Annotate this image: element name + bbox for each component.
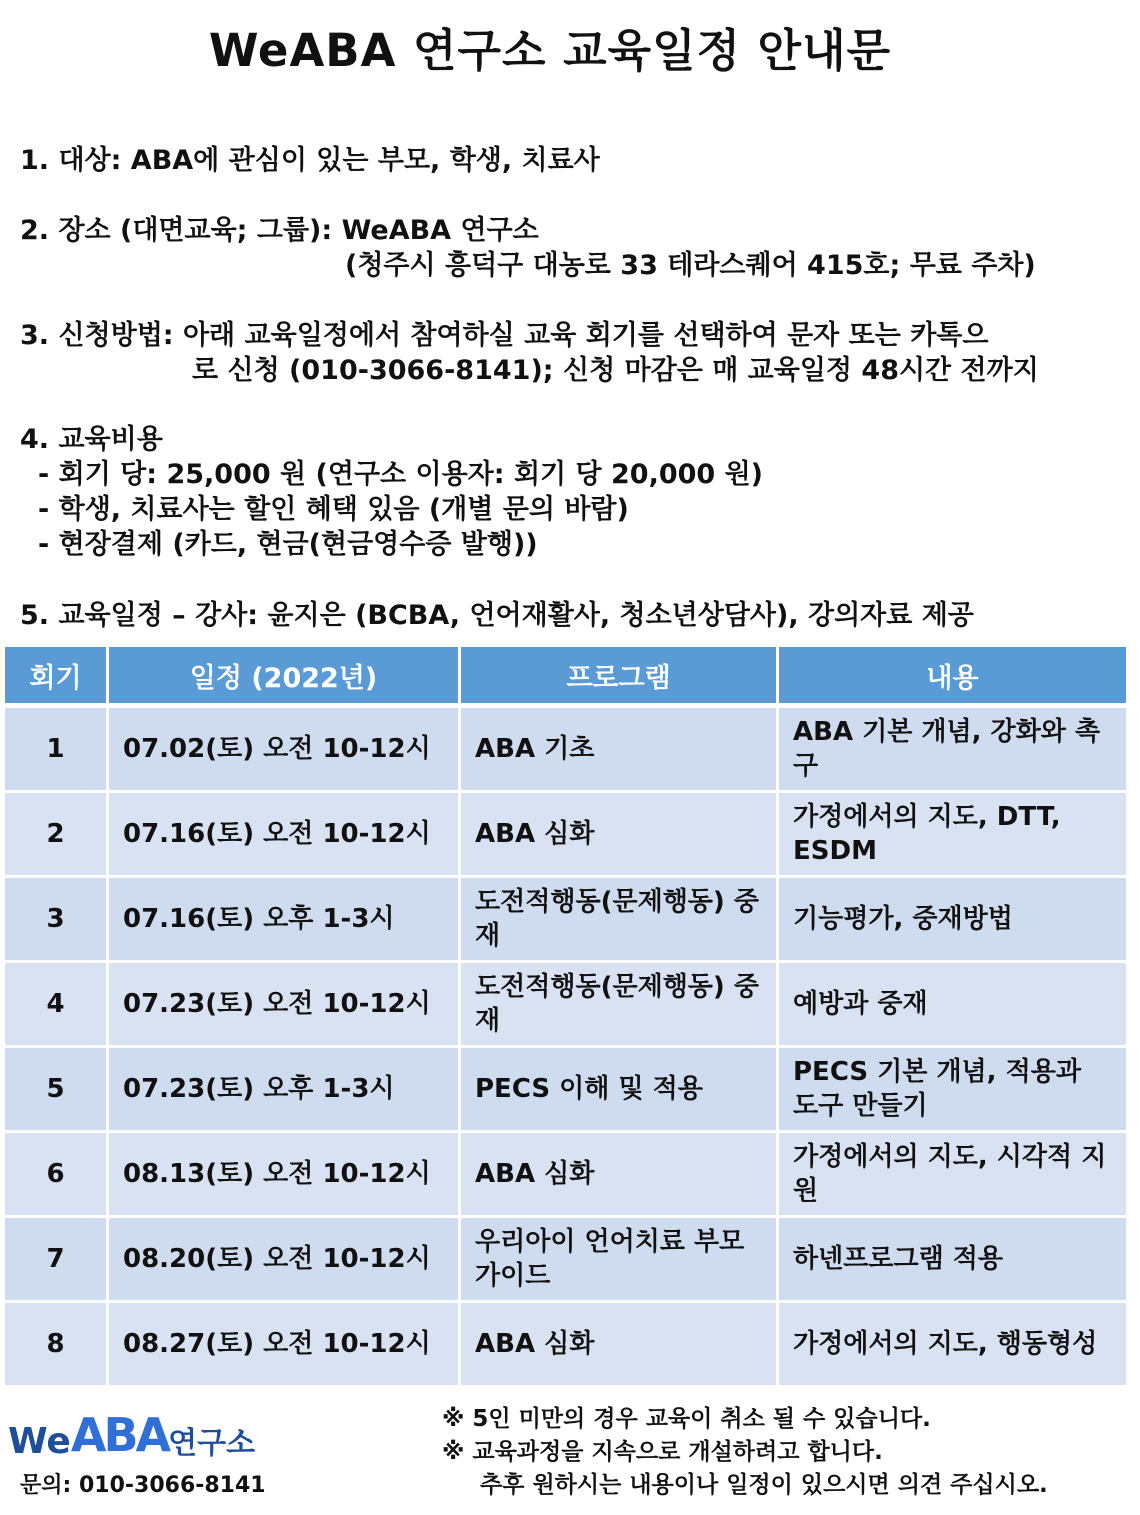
- table-row: [5, 708, 1126, 793]
- session-program: ABA 기초: [461, 708, 779, 793]
- session-date: 07.16(토) 오후 1-3시: [109, 878, 461, 963]
- note-line-2: ※ 교육과정을 지속으로 개설하려고 합니다.: [442, 1439, 883, 1465]
- place-line-1: 2. 장소 (대면교육; 그룹): WeABA 연구소: [20, 215, 539, 246]
- session-date: 07.02(토) 오전 10-12시: [109, 708, 461, 793]
- logo-lab-text: 연구소: [168, 1426, 256, 1461]
- apply-line-1: 3. 신청방법: 아래 교육일정에서 참여하실 교육 회기를 선택하여 문자 또는 카톡으: [20, 320, 989, 351]
- table-row: [5, 1218, 1126, 1303]
- session-date: 07.23(토) 오전 10-12시: [109, 963, 461, 1048]
- note-line-1: ※ 5인 미만의 경우 교육이 취소 될 수 있습니다.: [442, 1406, 931, 1432]
- session-content: 기능평가, 중재방법: [779, 878, 1126, 963]
- session-content: 가정에서의 지도, 행동형성: [779, 1303, 1126, 1388]
- session-date: 07.16(토) 오전 10-12시: [109, 793, 461, 878]
- logo-we-text: We: [8, 1421, 71, 1462]
- session-content: 가정에서의 지도, 시각적 지원: [779, 1133, 1126, 1218]
- table-header-row: [5, 647, 1126, 708]
- session-program: ABA 심화: [461, 1303, 779, 1388]
- cost-item: - 학생, 치료사는 할인 혜택 있음 (개별 문의 바람): [38, 494, 629, 525]
- header-program: 프로그램: [461, 647, 779, 708]
- table-row: [5, 1303, 1126, 1388]
- header-session: 회기: [5, 647, 109, 708]
- session-number: 7: [5, 1218, 109, 1303]
- table-row: [5, 793, 1126, 878]
- contact-phone: 문의: 010-3066-8141: [20, 1473, 266, 1498]
- note-line-3: 추후 원하시는 내용이나 일정이 있으시면 의견 주십시오.: [480, 1472, 1048, 1498]
- session-content: PECS 기본 개념, 적용과 도구 만들기: [779, 1048, 1126, 1133]
- cost-title: 4. 교육비용: [20, 424, 163, 455]
- section-place: [20, 213, 1036, 283]
- cost-item: - 회기 당: 25,000 원 (연구소 이용자: 회기 당 20,000 원): [38, 459, 764, 490]
- session-date: 08.27(토) 오전 10-12시: [109, 1303, 461, 1388]
- session-program: ABA 심화: [461, 793, 779, 878]
- table-row: [5, 1133, 1126, 1218]
- section-apply: [20, 318, 1039, 388]
- section-target: [20, 143, 600, 178]
- notes: [442, 1403, 1048, 1502]
- header-date: 일정 (2022년): [109, 647, 461, 708]
- section-cost: [20, 422, 763, 562]
- session-number: 3: [5, 878, 109, 963]
- header-content: 내용: [779, 647, 1126, 708]
- table-row: [5, 1048, 1126, 1133]
- session-content: 가정에서의 지도, DTT, ESDM: [779, 793, 1126, 878]
- session-program: PECS 이해 및 적용: [461, 1048, 779, 1133]
- session-date: 07.23(토) 오후 1-3시: [109, 1048, 461, 1133]
- logo-aba-text: ABA: [70, 1408, 169, 1462]
- schedule-table: [5, 647, 1126, 1388]
- session-number: 5: [5, 1048, 109, 1133]
- session-content: ABA 기본 개념, 강화와 촉구: [779, 708, 1126, 793]
- session-content: 예방과 중재: [779, 963, 1126, 1048]
- apply-line-2: 로 신청 (010-3066-8141); 신청 마감은 매 교육일정 48시간 전까지: [192, 355, 1039, 386]
- section-schedule: [20, 598, 974, 633]
- session-program: 우리아이 언어치료 부모 가이드: [461, 1218, 779, 1303]
- session-program: 도전적행동(문제행동) 중재: [461, 963, 779, 1048]
- session-date: 08.20(토) 오전 10-12시: [109, 1218, 461, 1303]
- session-date: 08.13(토) 오전 10-12시: [109, 1133, 461, 1218]
- table-row: [5, 878, 1126, 963]
- session-program: ABA 심화: [461, 1133, 779, 1218]
- place-line-2: (청주시 흥덕구 대농로 33 테라스퀘어 415호; 무료 주차): [345, 250, 1036, 281]
- session-number: 6: [5, 1133, 109, 1218]
- session-number: 8: [5, 1303, 109, 1388]
- weaba-logo: [8, 1408, 256, 1462]
- cost-item: - 현장결제 (카드, 현금(현금영수증 발행)): [38, 529, 538, 560]
- session-program: 도전적행동(문제행동) 중재: [461, 878, 779, 963]
- session-number: 2: [5, 793, 109, 878]
- session-number: 4: [5, 963, 109, 1048]
- session-number: 1: [5, 708, 109, 793]
- page-title: WeABA 연구소 교육일정 안내문: [208, 24, 892, 77]
- table-row: [5, 963, 1126, 1048]
- schedule-title: 5. 교육일정 – 강사: 윤지은 (BCBA, 언어재활사, 청소년상담사), 강의자료 제공: [20, 600, 974, 631]
- target-text: 1. 대상: ABA에 관심이 있는 부모, 학생, 치료사: [20, 145, 600, 176]
- session-content: 하넨프로그램 적용: [779, 1218, 1126, 1303]
